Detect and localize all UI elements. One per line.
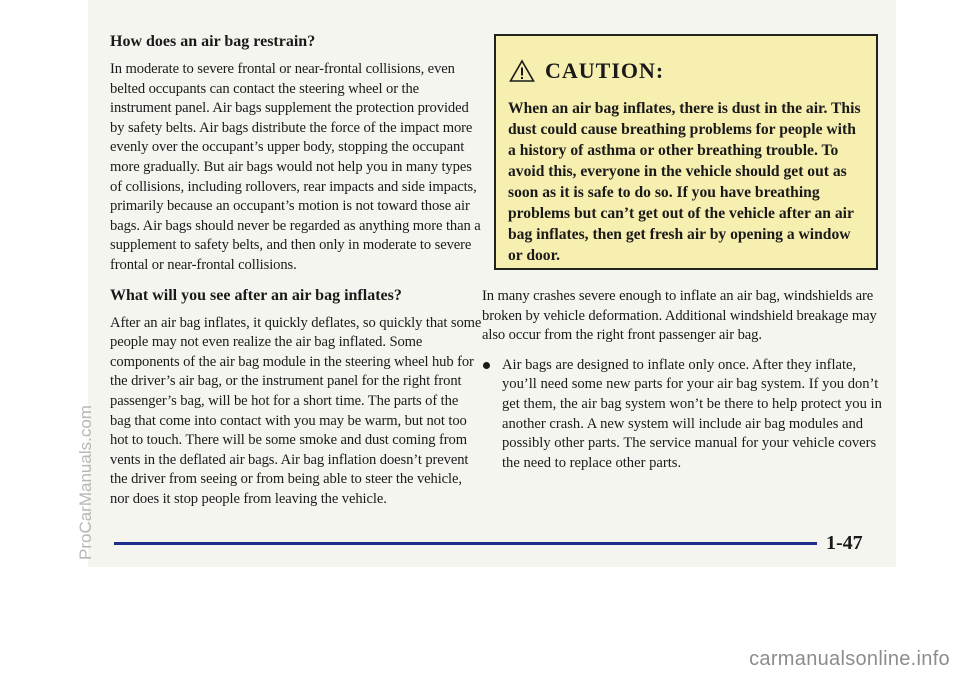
- bullet-dot-icon: [483, 362, 490, 369]
- footer-site-name: carmanualsonline.info: [749, 648, 950, 670]
- bullet-text: Air bags are designed to inflate only once. After they inflate, you’ll need some new parts for your air bag system. If you don’t get them, the air bag system won’t be there to help protect you in another crash. A new system will include air bag modules and possibly other parts. The service manual for your vehicle covers the need to replace other parts.: [502, 356, 882, 471]
- paragraph-windshield: In many crashes severe enough to inflate an air bag, windshields are broken by vehicle deformation. Additional windshield breakage may also occur from the right front passenger air bag.: [482, 288, 877, 344]
- right-column: [482, 287, 882, 473]
- heading-after-inflates: What will you see after an air bag inflates?: [110, 286, 402, 304]
- caution-title: CAUTION:: [545, 58, 665, 83]
- list-item: [482, 356, 882, 474]
- caution-header: [509, 46, 876, 96]
- left-column: [110, 32, 482, 519]
- paragraph-restrain: In moderate to severe frontal or near-frontal collisions, even belted occupants can contact the steering wheel or the instrument panel. Air bags supplement the protection provided by safety belts. Air bags distribute the force of the impact more evenly over the occupant’s upper body, stopping the occupant more gradually. But air bags would not help you in many types of collisions, including rollovers, rear impacts and side impacts, primarily because an occupant’s motion is not toward those air bags. Air bags should never be regarded as anything more than a supplement to safety belts, and then only in moderate to severe frontal or near-frontal collisions.: [110, 61, 481, 273]
- footer-rule: [114, 542, 817, 545]
- bullet-list: [482, 356, 882, 474]
- warning-triangle-icon: [509, 59, 535, 83]
- caution-box: [494, 34, 878, 270]
- heading-restrain: How does an air bag restrain?: [110, 33, 316, 50]
- page-number: 1-47: [826, 532, 863, 554]
- caution-text: When an air bag inflates, there is dust in the air. This dust could cause breathing problems for people with a history of asthma or other breathing trouble. To avoid this, everyone in the vehicle should get out as soon as it is safe to do so. If you have breathing problems but can’t get out of the vehicle after an air bag inflates, then get fresh air by opening a window or door.: [508, 100, 861, 264]
- paragraph-after-inflates: After an air bag inflates, it quickly deflates, so quickly that some people may not even realize the air bag inflated. Some components of the air bag module in the steering wheel hub for the driver’s air bag, or the instrument panel for the right front passenger’s bag, will be hot for a short time. The parts of the bag that come into contact with you may be warm, but not too hot to touch. There will be some smoke and dust coming from vents in the deflated air bags. Air bag inflation doesn’t prevent the driver from seeing or from being able to steer the vehicle, nor does it stop people from leaving the vehicle.: [110, 314, 482, 507]
- watermark: ProCarManuals.com: [76, 405, 95, 560]
